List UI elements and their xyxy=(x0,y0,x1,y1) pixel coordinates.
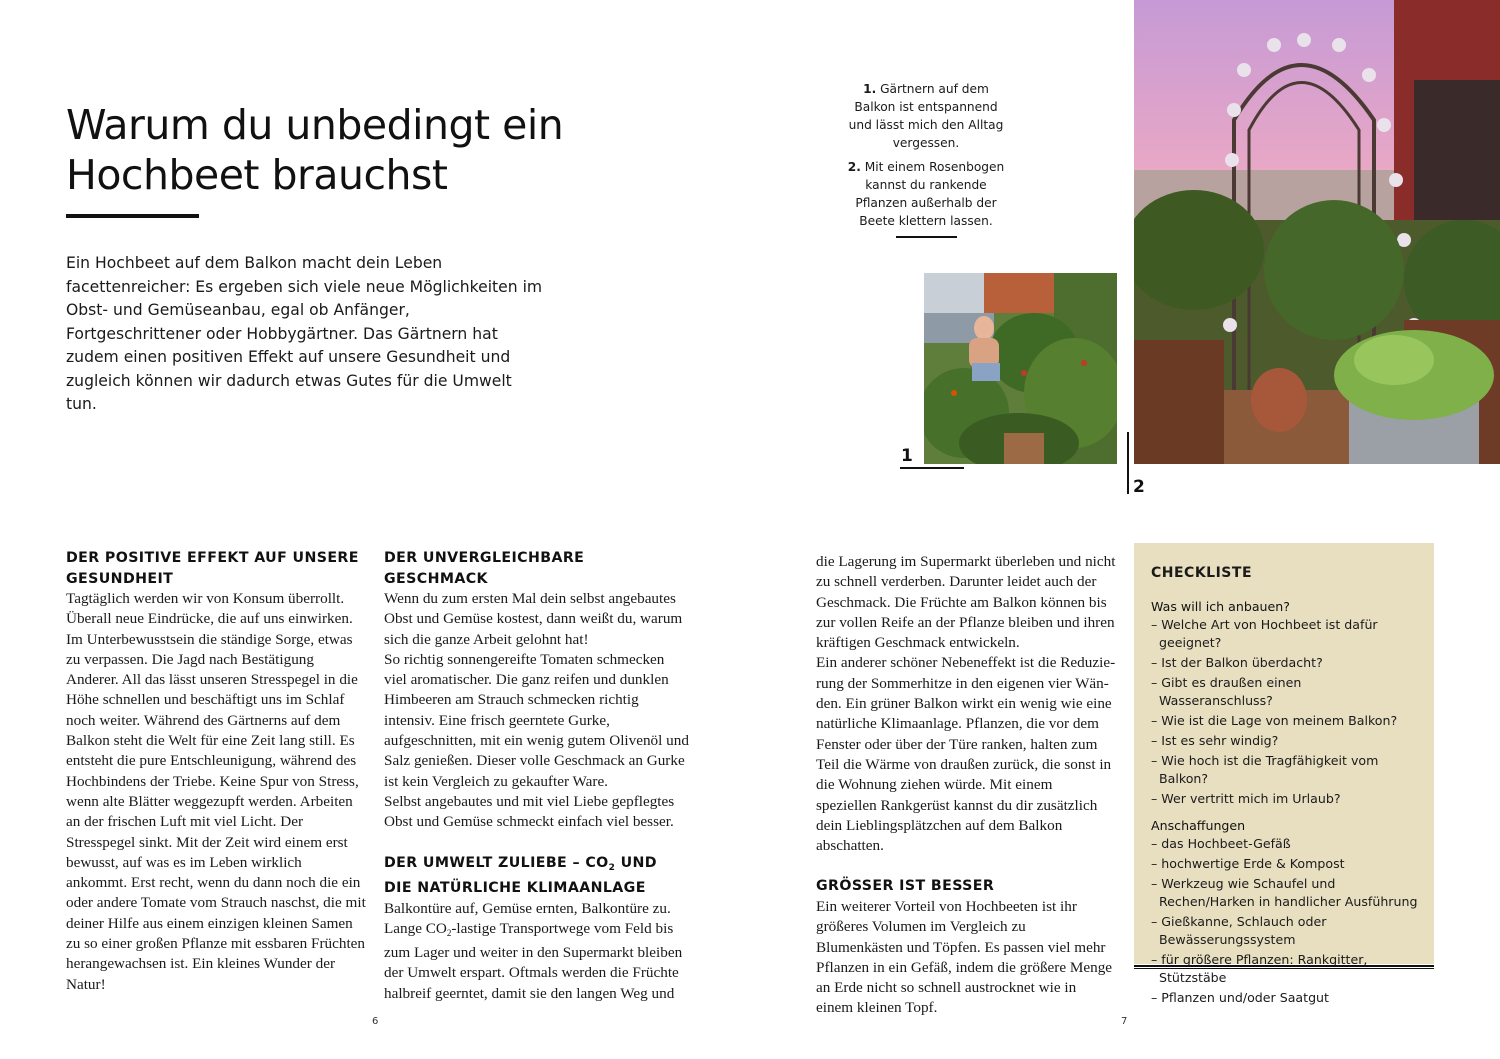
checklist-item: – Ist es sehr windig? xyxy=(1151,733,1279,748)
photo-gardening-balcony xyxy=(924,273,1117,464)
section-text-environment-cont-1: die Lagerung im Supermarkt überleben und nicht zu schnell verderben. Darunter leidet auch der Geschmack. Die Früchte am Balkon können bis zur vollen Reife an der Pflanze bleiben und ihren kräftigen Geschmack entwickeln. xyxy=(816,553,1116,652)
checklist-item: – Wer vertritt mich im Urlaub? xyxy=(1151,791,1341,806)
section-heading-bigger: GRÖSSER IST BESSER xyxy=(816,878,995,895)
checklist-item: – Gießkanne, Schlauch oder Bewässerungssystem xyxy=(1151,914,1327,947)
checklist-item: – Ist der Balkon überdacht? xyxy=(1151,655,1323,670)
checklist-item: – Wie hoch ist die Tragfähigkeit vom Balkon? xyxy=(1151,753,1379,786)
checklist-item: – Gibt es draußen einen Wasseranschluss? xyxy=(1151,675,1302,708)
photo-label-2: 2 xyxy=(1133,477,1145,497)
checklist-title: CHECKLISTE xyxy=(1151,565,1253,581)
checklist-item: – Werkzeug wie Schaufel und Rechen/Harken in handlicher Ausführung xyxy=(1151,876,1418,909)
caption-underline xyxy=(896,236,957,238)
section-heading-health: DER POSITIVE EFFEKT AUF UNSERE GESUNDHEIT xyxy=(66,550,359,587)
caption-2: 2. Mit einem Rosenbogen kannst du rankende Pflanzen außerhalb der Beete klettern lassen. xyxy=(847,160,1005,228)
checklist-item: – das Hochbeet-Gefäß xyxy=(1151,836,1291,851)
section-text-taste-1: Wenn du zum ersten Mal dein selbst angebautes Obst und Gemüse kostest, dann weißt du, warum sich die ganze Arbeit gelohnt hat! xyxy=(384,590,683,648)
column-health xyxy=(66,548,366,995)
checklist-item: – für größere Pflanzen: Rankgitter, Stützstäbe xyxy=(1151,952,1368,985)
page-number-left: 6 xyxy=(372,1016,379,1027)
section-text-health: Tagtäglich werden wir von Konsum überrollt. Überall neue Eindrücke, die auf uns einwirken. Im Unterbewusstsein die ständige Sorge, etwas zu verpassen. Die Jagd nach Bestätigung Anderer. All das lässt unseren Stresspegel in die Höhe schnellen und beschäftigt uns im Schlaf noch weiter. Während des Gärtnerns auf dem Balkon steht die Welt für eine Zeit lang still. Es entsteht die pure Entschleunigung, während des Hochbindens der Triebe. Keine Spur von Stress, wenn alte Blätter weggezupft werden. Arbeiten an der frischen Luft mit viel Licht. Der Stresspegel sinkt. Mit der Zeit wird einem erst bewusst, auf was es im Leben wirklich ankommt. Erst recht, wenn du dann noch die ein oder andere Tomate vom Strauch naschst, die mit deiner Hilfe aus einem einzigen kleinen Samen zu so einer großen Pflanze mit essbaren Früchten herangewachsen ist. Ein kleines Wunder der Natur! xyxy=(66,590,366,993)
page-number-right: 7 xyxy=(1121,1016,1128,1027)
photo-label-2-rule xyxy=(1127,432,1129,494)
checklist-item: – hochwertige Erde & Kompost xyxy=(1151,856,1345,871)
checklist-item: – Pflanzen und/oder Saatgut xyxy=(1151,990,1329,1005)
checklist-group-2-title: Anschaffungen xyxy=(1151,818,1246,833)
checklist-item: – Welche Art von Hochbeet ist dafür geeignet? xyxy=(1151,617,1378,650)
section-text-bigger: Ein weiterer Vorteil von Hochbeeten ist ihr größeres Volumen im Vergleich zu Blumenkästen und Töpfen. Es passen viel mehr Pflanzen in ein Gefäß, indem die größere Menge an Erde nicht so schnell austrocknet wie in einem kleinen Topf. xyxy=(816,897,1113,1017)
section-text-environment: Balkontüre auf, Gemüse ernten, Balkontüre zu. Lange $CO_2$-lastige Transportwege vom Feld bis zum Lager und weiter in den Supermarkt bleiben der Umwelt erspart. Oftmals werden die Früchte halbreif geerntet, damit sie den langen Weg und xyxy=(384,899,683,1002)
section-text-taste-3: Selbst angebautes und mit viel Liebe gepflegtes Obst und Gemüse schmeckt einfach viel besser. xyxy=(384,792,675,831)
section-heading-taste: DER UNVERGLEICHBARE GESCHMACK xyxy=(384,550,585,587)
checklist-group-2 xyxy=(1151,835,1418,1007)
column-taste-environment xyxy=(384,548,689,1004)
photo-label-1: 1 xyxy=(901,446,913,466)
column-environment-continued xyxy=(816,552,1116,1019)
caption-1: 1. Gärtnern auf dem Balkon ist entspannend und lässt mich den Alltag vergessen. xyxy=(848,82,1004,150)
photo-label-1-rule xyxy=(900,467,964,469)
photo-rose-arch-balcony xyxy=(1134,0,1500,464)
checklist-item: – Wie ist die Lage von meinem Balkon? xyxy=(1151,713,1398,728)
photo-captions xyxy=(846,80,1006,236)
title-underline xyxy=(66,214,199,218)
checklist-group-1 xyxy=(1151,616,1418,808)
intro-paragraph: Ein Hochbeet auf dem Balkon macht dein Leben facettenreicher: Es ergeben sich viele neue Möglichkeiten im Obst- und Gemüseanbau, egal ob Anfänger, Fortgeschrittener oder Hobbygärtner. Das Gärtnern hat zudem einen positiven Effekt auf unsere Gesundheit und zugleich können wir dadurch etwas Gutes für die Umwelt tun. xyxy=(66,254,543,413)
checklist-bottom-rule xyxy=(1134,965,1434,969)
section-text-environment-cont-2: Ein anderer schöner Nebeneffekt ist die Reduzierung der Sommerhitze in den eigenen vier Wänden. Ein grüner Balkon wirkt ein wenig wie eine natürliche Klimaanlage. Pflanzen, die vor dem Fenster oder über der Türe ranken, halten zum Teil die Wärme von draußen zurück, die sonst in die Wohnung ziehen würde. Mit einem speziellen Rankgerüst kannst du dir zusätzlich dein Lieblingsplätzchen auf dem Balkon abschatten. xyxy=(816,654,1116,855)
page-title: Warum du unbedingt ein Hochbeet brauchst xyxy=(66,101,564,199)
checklist-group-1-title: Was will ich anbauen? xyxy=(1151,599,1290,614)
checklist-box xyxy=(1134,543,1434,1005)
section-heading-environment: DER UMWELT ZULIEBE – $CO_2$ UND DIE NATÜRLICHE KLIMAANLAGE xyxy=(384,854,657,897)
section-text-taste-2: So richtig sonnengereifte Tomaten schmecken viel aromatischer. Die ganz reifen und dunklen Himbeeren am Strauch schmecken richtig intensiv. Eine frisch geerntete Gurke, aufgeschnitten, mit ein wenig gutem Olivenöl und Salz genießen. Dieser volle Geschmack an Gurke ist kein Vergleich zu gekaufter Ware. xyxy=(384,650,689,790)
